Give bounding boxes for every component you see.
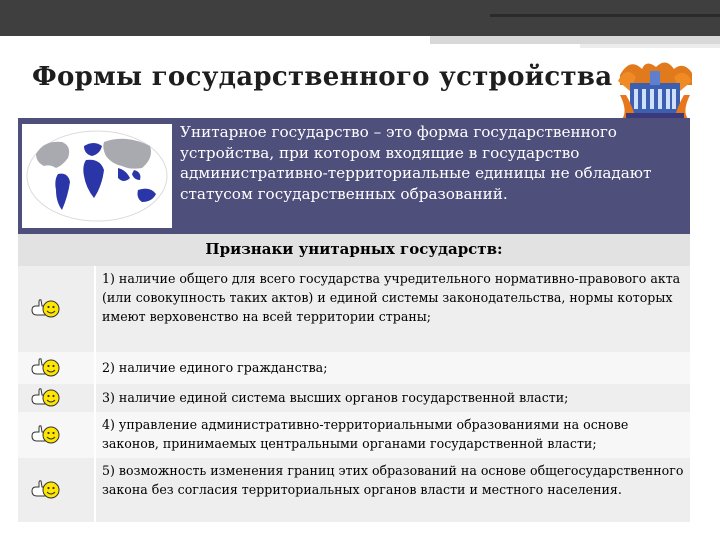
feature-row bbox=[18, 266, 690, 352]
feature-row bbox=[18, 458, 690, 522]
feature-row bbox=[18, 352, 690, 384]
thumbs-up-smiley-icon bbox=[30, 385, 60, 411]
thumbs-up-smiley-icon bbox=[30, 477, 60, 503]
feature-text: 1) наличие общего для всего государства учредительного нормативно-правового акта (или совокупность таких актов) и единой системы законодательства, нормы которых имеют верховенство на всей территории страны; bbox=[96, 266, 690, 352]
feature-icon-cell bbox=[18, 412, 94, 458]
feature-icon-cell bbox=[18, 266, 94, 352]
feature-row bbox=[18, 412, 690, 458]
header-accent-line bbox=[490, 14, 720, 17]
slide-title: Формы государственного устройства bbox=[32, 62, 613, 92]
unitary-state-definition: Унитарное государство – это форма государственного устройства, при котором входящие в государство административно-территориальные единицы не обладают статусом государственных образований. bbox=[180, 123, 652, 203]
thumbs-up-smiley-icon bbox=[30, 355, 60, 381]
slide-top-bar bbox=[0, 0, 720, 36]
feature-row bbox=[18, 384, 690, 412]
feature-text: 4) управление административно-территориальными образованиями на основе законов, принимаемых центральными органами государственной власти; bbox=[96, 412, 690, 458]
feature-icon-cell bbox=[18, 384, 94, 412]
features-heading: Признаки унитарных государств: bbox=[18, 234, 690, 266]
thumbs-up-smiley-icon bbox=[30, 422, 60, 448]
feature-icon-cell bbox=[18, 458, 94, 522]
world-map-image bbox=[22, 124, 172, 228]
feature-text: 3) наличие единой система высших органов государственной власти; bbox=[96, 384, 690, 412]
capitol-emblem-icon bbox=[616, 55, 694, 121]
features-table bbox=[18, 266, 690, 522]
header-accent-band-small bbox=[580, 44, 720, 48]
header-accent-band bbox=[430, 36, 720, 44]
thumbs-up-smiley-icon bbox=[30, 296, 60, 322]
feature-text: 2) наличие единого гражданства; bbox=[96, 352, 690, 384]
feature-icon-cell bbox=[18, 352, 94, 384]
feature-text: 5) возможность изменения границ этих образований на основе общегосударственного закона без согласия территориальных органов власти и местного населения. bbox=[96, 458, 690, 522]
